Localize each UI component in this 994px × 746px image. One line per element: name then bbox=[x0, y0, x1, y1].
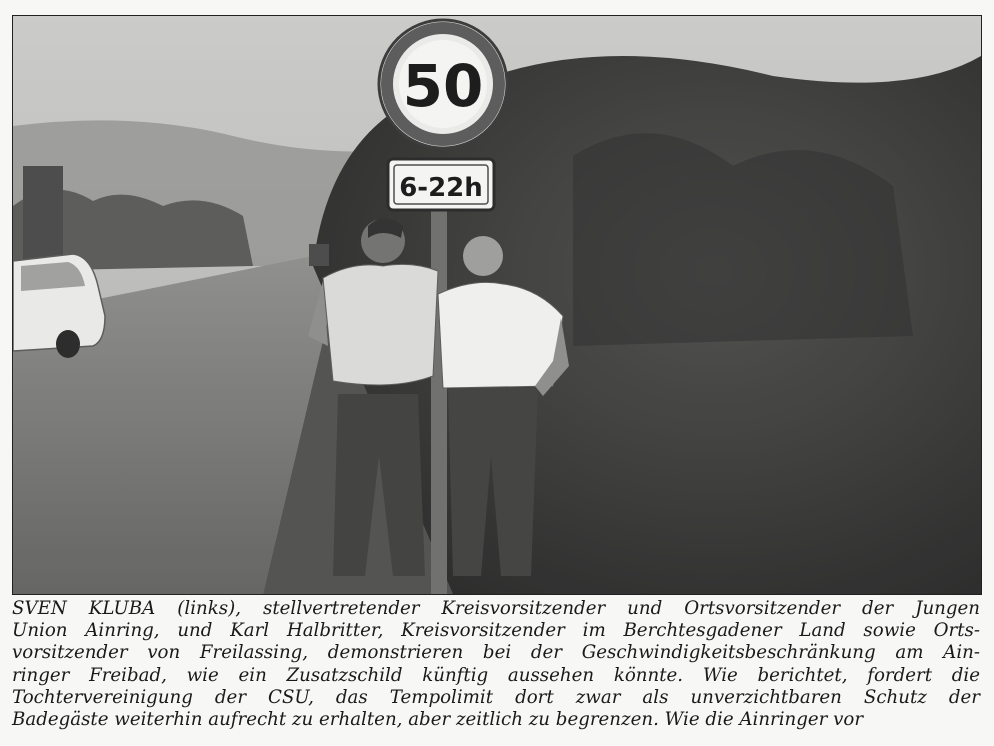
caption-line-6: Badegäste weiterhin aufrecht zu erhalten, aber zeitlich zu begrenzen. Wie die Ainringer vor bbox=[12, 709, 864, 731]
caption-line-1: SVEN KLUBA (links), stellvertretender Kreisvorsitzender und Ortsvorsitzender der Jungen bbox=[12, 598, 980, 619]
news-photo bbox=[12, 15, 982, 595]
photo-caption bbox=[12, 598, 980, 731]
photo-illustration bbox=[13, 16, 981, 594]
caption-line-2: Union Ainring, und Karl Halbritter, Kreisvorsitzender im Berchtesgadener Land sowie Orts- bbox=[12, 620, 980, 642]
caption-line-3: vorsitzender von Freilassing, demonstrieren bei der Geschwindigkeitsbeschränkung am Ain- bbox=[12, 642, 980, 664]
caption-line-4: ringer Freibad, wie ein Zusatzschild künftig aussehen könnte. Wie berichtet, fordert die bbox=[12, 664, 980, 686]
time-sign-text: 6-22h bbox=[399, 173, 483, 203]
caption-line-5: Tochtervereinigung der CSU, das Tempolimit dort zwar als unverzichtbaren Schutz der bbox=[12, 686, 980, 708]
speed-sign-text: 50 bbox=[402, 52, 484, 120]
